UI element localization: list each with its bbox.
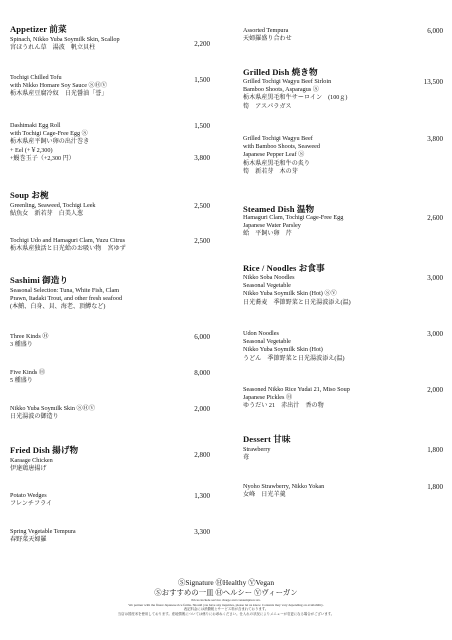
price: 2,600 [427, 214, 443, 222]
menu-item-greenling: Greenling, Seaweed, Tochigi Leek 鮎魚女 新若芽 白美人葱 2,500 [10, 202, 210, 218]
menu-item-strawberry: Strawberry 苺 1,800 [243, 446, 443, 462]
menu-footer [0, 578, 452, 616]
footer-note: We partner with the finest Japanese rice farms. Should you have any inquiries, please let us know. Contents may vary depending on availability. [128, 602, 324, 607]
menu-item-yuba-sashimi: Nikko Yuba Soymilk Skin ⓈⒽⓋ 日光湯波の御造り 2,000 [10, 405, 210, 421]
price: 3,800 [427, 135, 443, 143]
price: 2,500 [194, 237, 210, 245]
menu-item-sashimi-description: Seasonal Selection: Tuna, White Fish, Clam Prawn, Itadaki Trout, and other fresh seafood (本鮪、白身、貝、海老、頂鱒など) [10, 287, 123, 311]
price: 3,000 [427, 274, 443, 282]
legend-english: ⓈSignature ⒽHealthy ⓋVegan [177, 578, 275, 587]
price: 8,000 [194, 369, 210, 377]
menu-item-karaage: Karaage Chicken 伊達鶏唐揚げ 2,800 [10, 451, 210, 473]
footer-note: 表記料金には消費税とサービス料が含まれております。 [183, 607, 269, 612]
section-sashimi: Sashimi 御造り [10, 275, 69, 285]
menu-item-udon: Udon Noodles Seasonal Vegetable Nikko Yuba Soymilk Skin (Hot) うどん 季節野菜と日光湯波添え(温) 3,000 [243, 330, 443, 362]
price: 3,000 [427, 330, 443, 338]
section-steamed: Steamed Dish 温物 [243, 204, 315, 214]
price: 3,300 [194, 528, 210, 536]
price: 2,200 [194, 40, 210, 48]
footer-note: Prices include service charge and consumption tax. [191, 598, 261, 602]
menu-item-potato-wedges: Potato Wedges フレンチフライ 1,300 [10, 492, 210, 508]
menu-item-sirloin: Grilled Tochigi Wagyu Beef Sirloin Bamboo Shoots, Asparagus Ⓢ 栃木県産黒毛和牛サーロイン (100ｇ) 筍 アスパラガス 13,500 [243, 78, 443, 110]
price: 6,000 [194, 333, 210, 341]
section-rice-noodles: Rice / Noodles お食事 [243, 263, 325, 273]
menu-item-five-kinds: Five Kinds Ⓗ 5 種盛り 8,000 [10, 369, 210, 385]
footer-note: 当店は国産米を使用しております。産地情報については係りにお尋ねください。仕入れの状況によりメニューが変更になる場合がございます。 [117, 611, 335, 616]
section-appetizer: Appetizer 前菜 [10, 24, 67, 34]
menu-item-steamed-clam: Hamaguri Clam, Tochigi Cage-Free Egg Japanese Water Parsley 蛤 平飼い卵 芹 2,600 [243, 214, 443, 238]
price-with-eel: 3,800 [194, 154, 210, 162]
legend-japanese: Ⓢおすすめの一皿 Ⓗヘルシー Ⓥヴィーガン [154, 588, 298, 597]
price: 13,500 [423, 78, 443, 86]
menu-item-wagyu-seared: Grilled Tochigi Wagyu Beef with Bamboo Shoots, Seaweed Japanese Pepper Leaf Ⓢ 栃木県産黒毛和牛の炙り 筍 新若芽 木の芽 3,800 [243, 135, 443, 175]
menu-item-three-kinds: Three Kinds Ⓗ 3 種盛り 6,000 [10, 333, 210, 349]
menu-item-udo-soup: Tochigi Udo and Hamaguri Clam, Yuzu Citrus 栃木県産独活と日光蛤のお吸い物 宮ゆず 2,500 [10, 237, 210, 253]
section-soup: Soup お椀 [10, 190, 49, 200]
price: 2,500 [194, 202, 210, 210]
price: 1,800 [427, 446, 443, 454]
menu-item-soba: Nikko Soba Noodles Seasonal Vegetable Nikko Yuba Soymilk Skin (Hot) ⓈⓋ 日光蕎麦 季節野菜と日光湯波添え(温) 3,000 [243, 274, 443, 306]
menu-item-spinach: Spinach, Nikko Yuba Soymilk Skin, Scallop 宮ほうれん草 湯波 帆立貝柱 2,200 [10, 36, 210, 52]
menu-item-tofu: Tochigi Chilled Tofu with Nikko Homare Soy Sauce ⓈⒽⓋ 栃木県産豆腐冷奴 日光醤油「誉」 1,500 [10, 74, 210, 98]
price: 1,500 [194, 76, 210, 84]
price: 6,000 [427, 27, 443, 35]
price: 2,000 [194, 405, 210, 413]
section-fried: Fried Dish 揚げ物 [10, 445, 79, 455]
menu-item-yokan: Nyoho Strawberry, Nikko Yokan 女峰 日光羊羹 1,800 [243, 483, 443, 499]
price: 1,500 [194, 122, 210, 130]
price: 1,800 [427, 483, 443, 491]
menu-item-yudai-rice: Seasoned Nikko Rice Yudai 21, Miso Soup Japanese Pickles Ⓗ ゆうだい 21 赤出汁 香の物 2,000 [243, 386, 443, 410]
menu-item-spring-tempura: Spring Vegetable Tempura 春野菜天婦羅 3,300 [10, 528, 210, 544]
section-grilled: Grilled Dish 焼き物 [243, 67, 318, 77]
section-dessert: Dessert 甘味 [243, 434, 291, 444]
menu-item-egg-roll: Dashimaki Egg Roll with Tochigi Cage-Free Egg Ⓢ 栃木県産平飼い卵の出汁巻き + Eel (+￥2,300) +鰻巻玉子（+2,300 円） 1,500 3,800 [10, 122, 210, 162]
price: 2,000 [427, 386, 443, 394]
price: 2,800 [194, 451, 210, 459]
menu-item-assorted-tempura: Assorted Tempura 天婦羅盛り合わせ 6,000 [243, 27, 443, 43]
price: 1,300 [194, 492, 210, 500]
